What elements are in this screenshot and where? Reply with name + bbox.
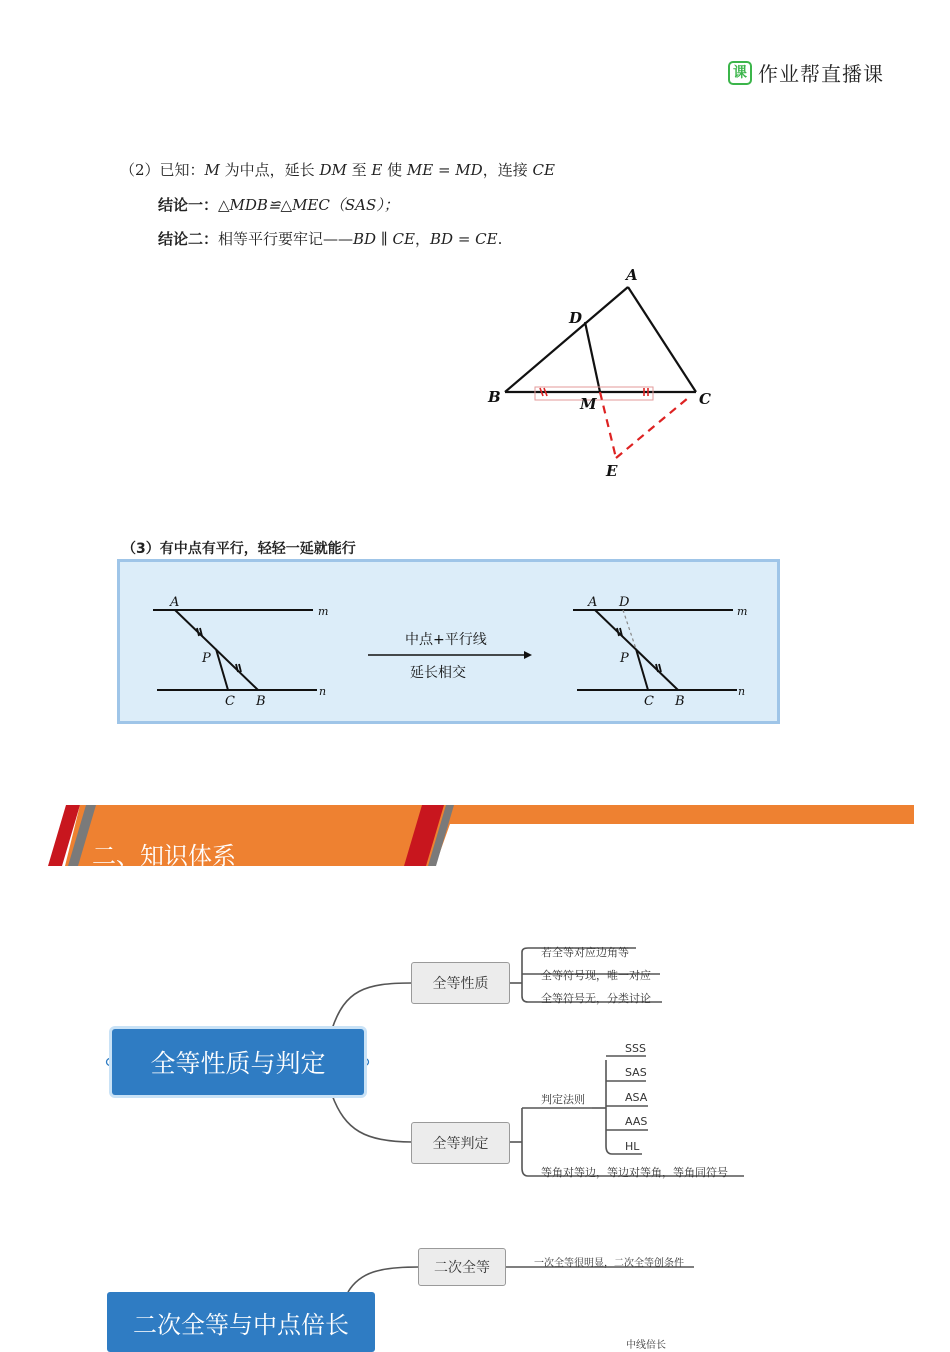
equation-me-md: ME = MD (406, 161, 483, 179)
right-label-c: C (644, 694, 654, 709)
left-label-m: m (318, 605, 329, 618)
var-m: M (204, 161, 220, 179)
var-ce: CE (532, 161, 555, 179)
right-label-a: A (588, 595, 598, 610)
part2-line3 (158, 229, 502, 249)
mindmap1-node-judgement: 全等判定 (411, 1122, 510, 1164)
rule-sas: SAS (625, 1066, 647, 1079)
arrow-top-label: 中点+平行线 (405, 632, 487, 648)
expr-equal: BD = CE (430, 230, 498, 248)
property-leaf-3: 全等符号无，分类讨论 (541, 992, 651, 1005)
judgement-leaf: 等角对等边，等边对等角，等角同符号 (541, 1166, 728, 1179)
var-e: E (371, 161, 383, 179)
second-congruence-leaf: 一次全等很明显，二次全等创条件 (534, 1258, 684, 1269)
line1-text4: ，连接 (482, 161, 533, 179)
arrow-bottom-label: 延长相交 (410, 665, 466, 681)
line1-text1: 为中点，延长 (219, 161, 320, 179)
mindmap1-root: 全等性质与判定 (112, 1029, 364, 1095)
section-title: 二、知识体系 (92, 842, 236, 870)
midpoint-diagrams (120, 562, 777, 721)
judgement-rules-label: 判定法则 (541, 1093, 585, 1106)
segment-me (600, 392, 616, 458)
line1-text3: 使 (382, 161, 407, 179)
side-ac (628, 287, 696, 392)
right-label-p: P (620, 651, 629, 666)
median-doubling-partial: 中线倍长 (626, 1340, 666, 1351)
part2-line1 (120, 160, 555, 180)
label-m: M (580, 395, 597, 413)
mindmap2-node-second-congruence: 二次全等 (418, 1248, 506, 1286)
line1-prefix: （2）已知： (120, 161, 205, 179)
left-label-c: C (225, 694, 235, 709)
conclusion1-text: △MDB≌△MEC（SAS）； (218, 196, 399, 214)
mindmap2-root: 二次全等与中点倍长 (107, 1292, 375, 1352)
left-label-p: P (202, 651, 211, 666)
left-label-a: A (170, 595, 180, 610)
left-label-b: B (256, 694, 266, 709)
segment-ec (616, 398, 688, 458)
conclusion1-label: 结论一： (158, 196, 219, 214)
label-b: B (488, 388, 501, 406)
property-leaf-2: 全等符号现，唯一对应 (541, 969, 651, 982)
part2-line2 (158, 195, 399, 215)
rule-asa: ASA (625, 1091, 648, 1104)
conclusion2-sep: ， (414, 230, 430, 248)
right-label-d: D (619, 595, 630, 610)
brand-logo (728, 58, 884, 87)
var-dm: DM (319, 161, 347, 179)
expr-parallel: BD ∥ CE (353, 230, 415, 248)
line1-text2: 至 (346, 161, 372, 179)
conclusion2-end: . (497, 230, 503, 248)
right-label-m: m (737, 605, 748, 618)
label-e: E (606, 462, 618, 480)
course-icon: 课 (728, 61, 752, 85)
conclusion2-label: 结论二： (158, 230, 219, 248)
property-leaf-1: 若全等对应边角等 (541, 946, 629, 959)
brand-name: 作业帮直播课 (758, 62, 884, 86)
side-ba (505, 287, 628, 392)
part3-title: （3）有中点有平行，轻轻一延就能行 (122, 541, 356, 557)
midpoint-parallel-box (117, 559, 780, 724)
label-a: A (626, 266, 638, 284)
conclusion2-text: 相等平行要牢记—— (218, 230, 354, 248)
rule-aas: AAS (625, 1115, 648, 1128)
left-label-n: n (319, 685, 327, 698)
rule-hl: HL (625, 1140, 640, 1153)
triangle-figure (480, 262, 720, 482)
label-c: C (699, 390, 711, 408)
right-label-n: n (738, 685, 746, 698)
rule-sss: SSS (625, 1042, 646, 1055)
label-d: D (569, 309, 583, 327)
mindmap1-node-properties: 全等性质 (411, 962, 510, 1004)
segment-dm (585, 322, 600, 392)
right-label-b: B (675, 694, 685, 709)
